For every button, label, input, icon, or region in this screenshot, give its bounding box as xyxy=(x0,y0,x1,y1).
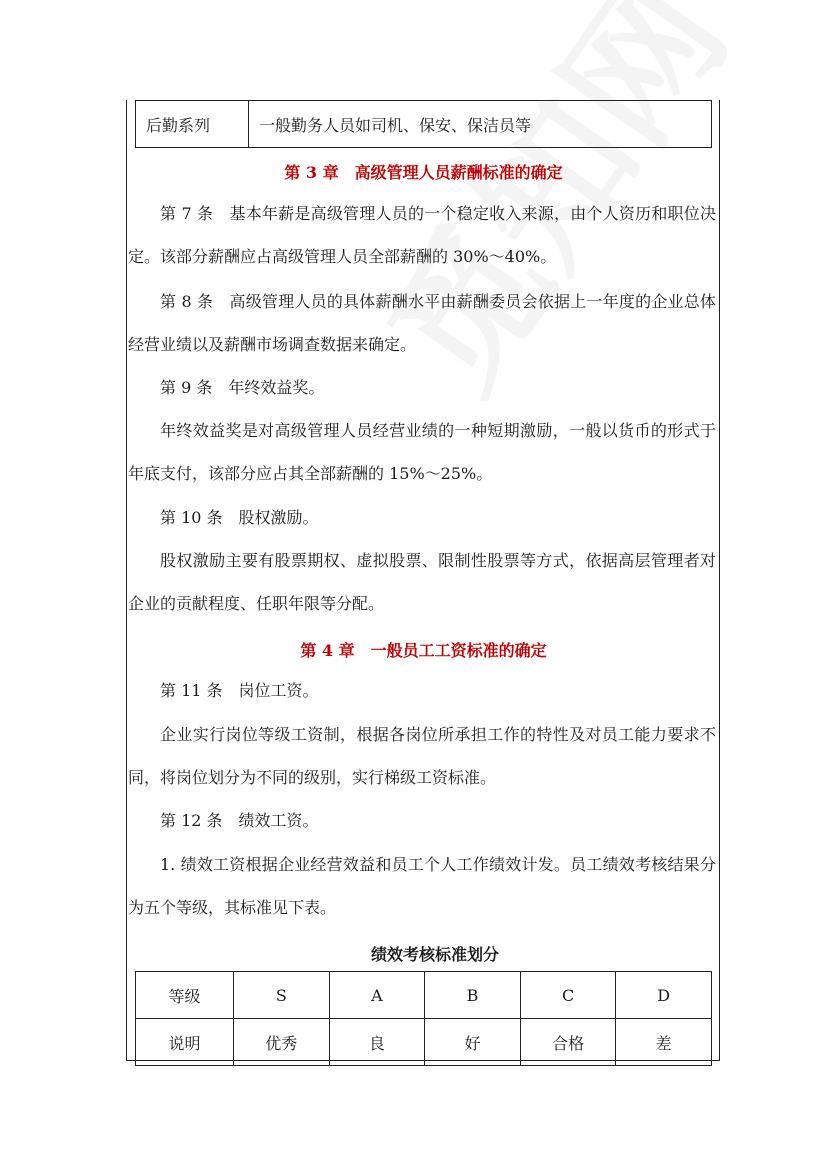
article-11-body: 企业实行岗位等级工资制，根据各岗位所承担工作的特性及对员工能力要求不同，将岗位划分为不同的级别，实行梯级工资标准。 xyxy=(128,725,716,787)
grade-cell: S xyxy=(234,972,330,1019)
article-10: 第 10 条 股权激励。 xyxy=(160,508,319,527)
staff-category-table xyxy=(135,100,712,148)
description-cell: 优秀 xyxy=(234,1019,330,1066)
description-cell: 好 xyxy=(425,1019,521,1066)
category-value: 一般勤务人员如司机、保安、保洁员等 xyxy=(249,101,712,148)
description-cell: 合格 xyxy=(520,1019,616,1066)
grade-cell: B xyxy=(425,972,521,1019)
description-cell: 良 xyxy=(329,1019,425,1066)
grade-cell: D xyxy=(616,972,712,1019)
article-12: 第 12 条 绩效工资。 xyxy=(160,811,319,830)
chapter-4-heading: 第 4 章 一般员工工资标准的确定 xyxy=(300,641,547,660)
description-cell: 差 xyxy=(616,1019,712,1066)
table-row xyxy=(136,972,712,1019)
article-9: 第 9 条 年终效益奖。 xyxy=(160,378,325,397)
grade-header-label: 等级 xyxy=(136,972,234,1019)
grade-cell: C xyxy=(520,972,616,1019)
table-row xyxy=(136,1019,712,1066)
performance-grade-table xyxy=(135,971,712,1066)
article-9-body: 年终效益奖是对高级管理人员经营业绩的一种短期激励，一般以货币的形式于年底支付，该部分应占其全部薪酬的 15%～25%。 xyxy=(128,421,716,483)
table-row xyxy=(136,101,712,148)
table-caption: 绩效考核标准划分 xyxy=(370,945,499,964)
article-8: 第 8 条 高级管理人员的具体薪酬水平由薪酬委员会依据上一年度的企业总体经营业绩以及薪酬市场调查数据来确定。 xyxy=(128,292,716,354)
grade-cell: A xyxy=(329,972,425,1019)
category-label: 后勤系列 xyxy=(136,101,249,148)
chapter-3-heading: 第 3 章 高级管理人员薪酬标准的确定 xyxy=(284,163,563,182)
article-12-body: 1. 绩效工资根据企业经营效益和员工个人工作绩效计发。员工绩效考核结果分为五个等级，其标准见下表。 xyxy=(128,855,716,917)
article-11: 第 11 条 岗位工资。 xyxy=(160,681,319,700)
article-10-body: 股权激励主要有股票期权、虚拟股票、限制性股票等方式，依据高层管理者对企业的贡献程度、任职年限等分配。 xyxy=(128,551,716,613)
description-header-label: 说明 xyxy=(136,1019,234,1066)
article-7: 第 7 条 基本年薪是高级管理人员的一个稳定收入来源，由个人资历和职位决定。该部分薪酬应占高级管理人员全部薪酬的 30%～40%。 xyxy=(128,204,716,266)
